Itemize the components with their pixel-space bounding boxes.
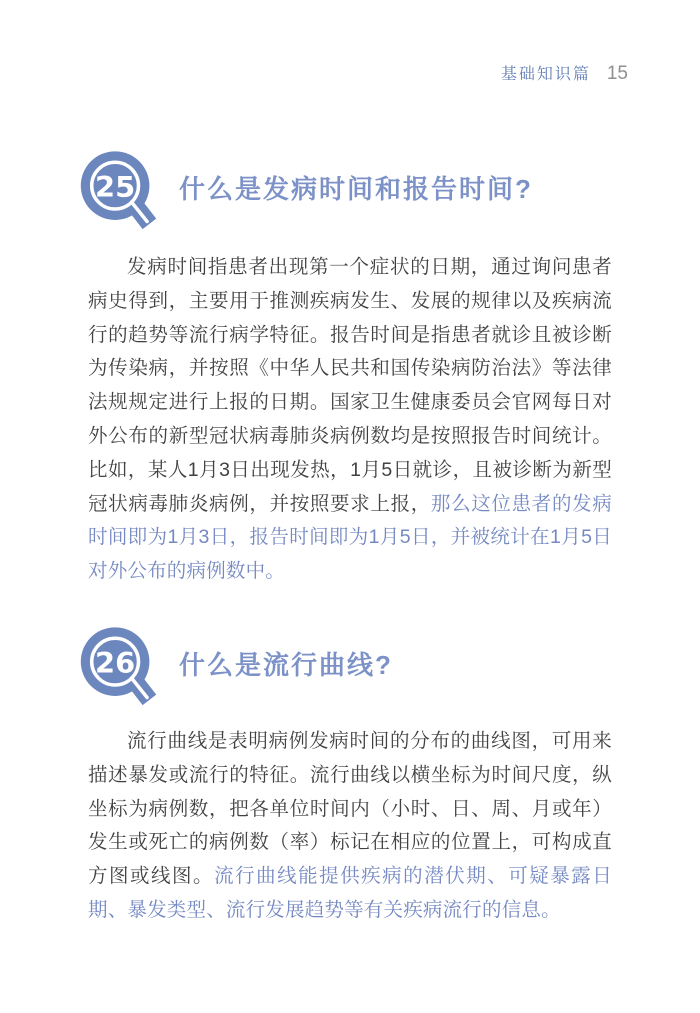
- question-25-heading: [80, 151, 533, 239]
- question-26-number: 26: [95, 646, 136, 681]
- answer-25-text: 发病时间指患者出现第一个症状的日期，通过询问患者病史得到，主要用于推测疾病发生、发展的规律以及疾病流行的趋势等流行病学特征。报告时间是指患者就诊且被诊断为传染病，并按照《中华人民共和国传染病防治法》等法律法规规定进行上报的日期。国家卫生健康委员会官网每日对外公布的新型冠状病毒肺炎病例数均是按照报告时间统计。比如，某人1月3日出现发热，1月5日就诊，且被诊断为新型冠状病毒肺炎病例，并按照要求上报，: [88, 256, 612, 515]
- question-25-magnifier-icon: [80, 151, 158, 239]
- question-26-answer-paragraph: [88, 725, 612, 928]
- header-page-number: 15: [606, 63, 628, 84]
- header-section-title: 基础知识篇: [500, 66, 591, 83]
- question-25-title: 什么是发病时间和报告时间?: [179, 173, 533, 204]
- answer-26-text: 流行曲线是表明病例发病时间的分布的曲线图，可用来描述暴发或流行的特征。流行曲线以横坐标为时间尺度，纵坐标为病例数，把各单位时间内（小时、日、周、月或年）发生或死亡的病例数（率）标记在相应的位置上，可构成直方图或线图。: [88, 730, 612, 888]
- question-25-number: 25: [95, 170, 136, 205]
- answer-26-highlighted-text: 流行曲线能提供疾病的潜伏期、可疑暴露日期、暴发类型、流行发展趋势等有关疾病流行的信息。: [88, 865, 612, 921]
- question-26-magnifier-icon: [80, 627, 158, 715]
- question-26-heading: [80, 627, 393, 715]
- question-26-title: 什么是流行曲线?: [179, 649, 393, 680]
- page-header: [0, 61, 628, 85]
- question-25-answer-paragraph: [88, 251, 612, 589]
- answer-25-highlighted-text: 那么这位患者的发病时间即为1月3日，报告时间即为1月5日，并被统计在1月5日对外公布的病例数中。: [88, 492, 612, 583]
